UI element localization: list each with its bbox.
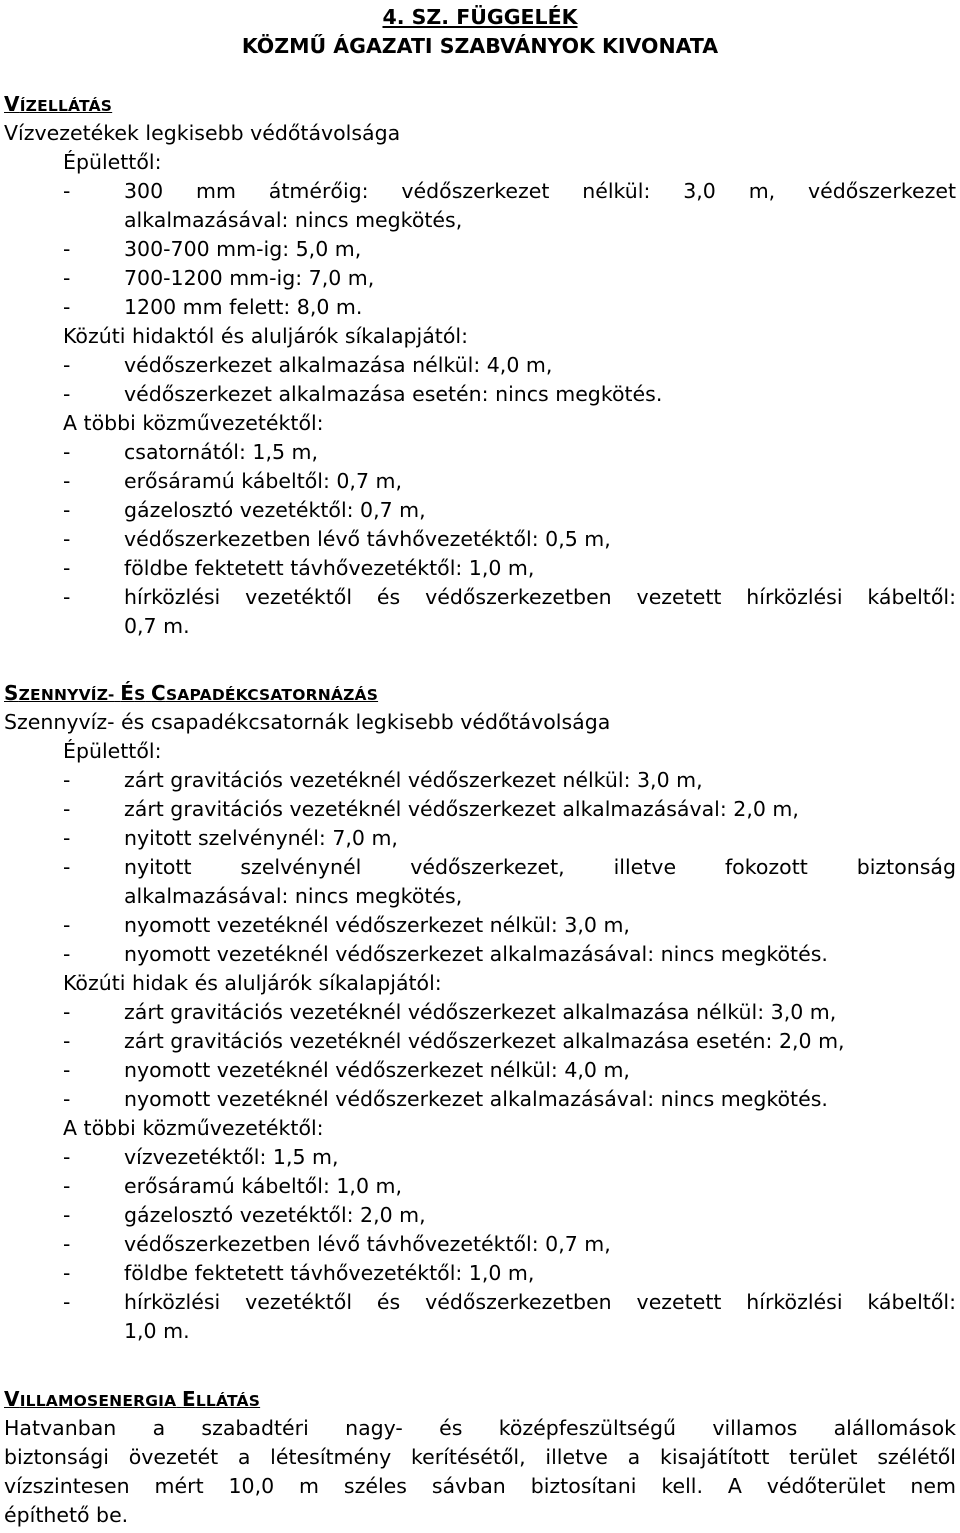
list-item: - védőszerkezetben lévő távhővezetéktől: 0,7 m, [63,1232,611,1256]
list-item: - hírközlési vezetéktől és védőszerkezetben vezetett hírközlési kábeltől: [63,585,956,609]
list-item: - csatornától: 1,5 m, [63,440,319,464]
list-item: - nyomott vezetéknél védőszerkezet nélkül: 3,0 m, [63,913,630,937]
sewer-from-building: Épülettől: [63,739,162,763]
list-item: - erősáramú kábeltől: 0,7 m, [63,469,402,493]
list-item: - földbe fektetett távhővezetéktől: 1,0 m, [63,1261,535,1285]
list-item: - védőszerkezetben lévő távhővezetéktől: 0,5 m, [63,527,611,551]
list-item: - 300 mm átmérőig: védőszerkezet nélkül: 3,0 m, védőszerkezet [63,179,956,203]
list-item: - hírközlési vezetéktől és védőszerkezetben vezetett hírközlési kábeltől: [63,1290,956,1314]
paragraph-line: építhető be. [4,1503,129,1527]
list-item-continuation: 1,0 m. [124,1319,190,1343]
list-item: - 700-1200 mm-ig: 7,0 m, [63,266,375,290]
water-other-utilities-label: A többi közművezetéktől: [63,411,324,435]
paragraph-line: vízszintesen mért 10,0 m széles sávban biztosítani kell. A védőterület nem [4,1474,956,1498]
list-item: - 1200 mm felett: 8,0 m. [63,295,363,319]
list-item-continuation: 0,7 m. [124,614,190,638]
appendix-number: 4. SZ. FÜGGELÉK [382,5,578,29]
sewer-other-utilities-label: A többi közművezetéktől: [63,1116,324,1140]
water-subtitle: Vízvezetékek legkisebb védőtávolsága [4,121,401,145]
list-item: - zárt gravitációs vezetéknél védőszerkezet alkalmazása esetén: 2,0 m, [63,1029,845,1053]
list-item: - nyitott szelvénynél: 7,0 m, [63,826,398,850]
list-item: - nyitott szelvénynél védőszerkezet, illetve fokozott biztonság [63,855,956,879]
sewer-bridges-label: Közúti hidak és aluljárók síkalapjától: [63,971,442,995]
list-item: - nyomott vezetéknél védőszerkezet alkalmazásával: nincs megkötés. [63,942,828,966]
list-item: - nyomott vezetéknél védőszerkezet nélkül: 4,0 m, [63,1058,630,1082]
section-heading-water: VÍZELLÁTÁS [4,92,113,116]
list-item: - védőszerkezet alkalmazása nélkül: 4,0 m, [63,353,553,377]
list-item: - 300-700 mm-ig: 5,0 m, [63,237,362,261]
water-from-building: Épülettől: [63,150,162,174]
list-item: - gázelosztó vezetéktől: 2,0 m, [63,1203,426,1227]
list-item: - földbe fektetett távhővezetéktől: 1,0 m, [63,556,535,580]
list-item: - zárt gravitációs vezetéknél védőszerkezet alkalmazásával: 2,0 m, [63,797,799,821]
list-item: - erősáramú kábeltől: 1,0 m, [63,1174,402,1198]
list-item: - zárt gravitációs vezetéknél védőszerkezet alkalmazása nélkül: 3,0 m, [63,1000,837,1024]
list-item-continuation: alkalmazásával: nincs megkötés, [124,208,463,232]
list-item: - gázelosztó vezetéktől: 0,7 m, [63,498,426,522]
paragraph-line: biztonsági övezetét a létesítmény kerítésétől, illetve a kisajátított terület szélétől [4,1445,956,1469]
section-heading-electricity: VILLAMOSENERGIA ELLÁTÁS [4,1387,261,1411]
list-item: - védőszerkezet alkalmazása esetén: nincs megkötés. [63,382,663,406]
sewer-subtitle: Szennyvíz- és csapadékcsatornák legkisebb védőtávolsága [4,710,611,734]
water-bridges-label: Közúti hidaktól és aluljárók síkalapjától: [63,324,468,348]
list-item: - zárt gravitációs vezetéknél védőszerkezet nélkül: 3,0 m, [63,768,703,792]
paragraph-line: Hatvanban a szabadtéri nagy- és középfeszültségű villamos alállomások [4,1416,956,1440]
list-item: - nyomott vezetéknél védőszerkezet alkalmazásával: nincs megkötés. [63,1087,828,1111]
document-title: KÖZMŰ ÁGAZATI SZABVÁNYOK KIVONATA [241,34,719,58]
section-heading-sewer: SZENNYVÍZ- ÉS CSAPADÉKCSATORNÁZÁS [4,681,379,705]
list-item: - vízvezetéktől: 1,5 m, [63,1145,339,1169]
list-item-continuation: alkalmazásával: nincs megkötés, [124,884,463,908]
